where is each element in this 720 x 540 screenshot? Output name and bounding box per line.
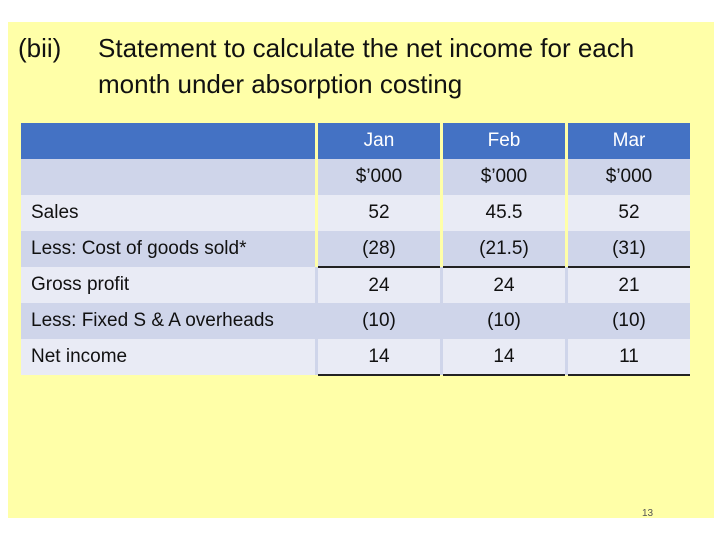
table-row [21,195,690,231]
cell-value: (31) [568,231,690,267]
header-mar: Mar [568,123,690,159]
table-row [21,231,690,267]
cell-value: 52 [568,195,690,231]
cell-value: 11 [568,339,690,375]
table-row [21,303,690,339]
cell-value: 14 [318,339,440,375]
unit-mar: $’000 [568,159,690,195]
cell-value: 24 [443,267,565,303]
income-statement-table [21,123,690,376]
cell-value: (10) [568,303,690,339]
table-row [21,339,690,375]
page-number: 13 [642,508,654,519]
row-label: Gross profit [21,267,315,303]
unit-jan: $’000 [318,159,440,195]
cell-value: 45.5 [443,195,565,231]
units-label-cell [21,159,315,195]
cell-value: 21 [568,267,690,303]
title-section-tag: (bii) [18,33,62,63]
cell-value: (21.5) [443,231,565,267]
cell-value: (10) [443,303,565,339]
cell-value: (10) [318,303,440,339]
cell-value: 14 [443,339,565,375]
header-label-cell [21,123,315,159]
title-line-1: Statement to calculate the net income for each [98,33,635,63]
row-label: Less: Cost of goods sold* [21,231,315,267]
row-label: Less: Fixed S & A overheads [21,303,315,339]
cell-value: 52 [318,195,440,231]
cell-value: (28) [318,231,440,267]
row-label: Net income [21,339,315,375]
table-header-row [21,123,690,159]
slide [8,22,714,518]
title-line-2: month under absorption costing [98,69,463,99]
table-row [21,267,690,303]
header-feb: Feb [443,123,565,159]
row-label: Sales [21,195,315,231]
table-units-row [21,159,690,195]
cell-value: 24 [318,267,440,303]
header-jan: Jan [318,123,440,159]
unit-feb: $’000 [443,159,565,195]
